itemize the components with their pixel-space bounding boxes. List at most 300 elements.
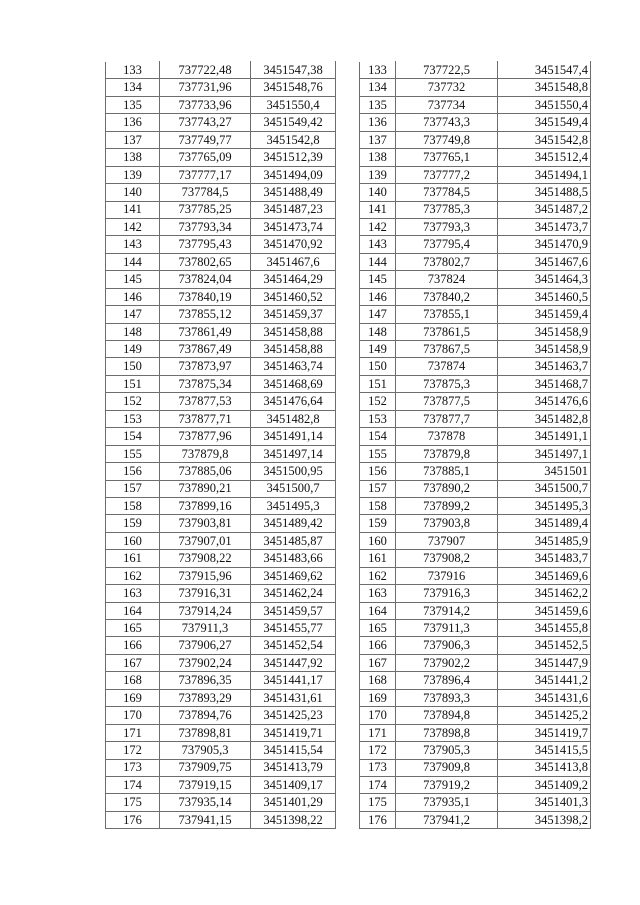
y-coordinate-cell: 3451470,92 xyxy=(251,236,336,253)
x-coordinate-cell: 737785,3 xyxy=(396,201,498,218)
y-coordinate-cell: 3451488,49 xyxy=(251,184,336,201)
x-coordinate-cell: 737878 xyxy=(396,428,498,445)
table-row xyxy=(106,759,336,776)
x-coordinate-cell: 737935,14 xyxy=(160,794,251,811)
y-coordinate-cell: 3451500,95 xyxy=(251,463,336,480)
y-coordinate-cell: 3451467,6 xyxy=(498,253,591,270)
x-coordinate-cell: 737899,16 xyxy=(160,497,251,514)
table-row xyxy=(360,550,591,567)
y-coordinate-cell: 3451458,9 xyxy=(498,341,591,358)
y-coordinate-cell: 3451491,1 xyxy=(498,428,591,445)
y-coordinate-cell: 3451460,52 xyxy=(251,288,336,305)
point-number-cell: 145 xyxy=(360,271,396,288)
point-number-cell: 165 xyxy=(106,620,160,637)
y-coordinate-cell: 3451487,23 xyxy=(251,201,336,218)
y-coordinate-cell: 3451447,92 xyxy=(251,654,336,671)
y-coordinate-cell: 3451547,38 xyxy=(251,62,336,79)
x-coordinate-cell: 737903,8 xyxy=(396,515,498,532)
x-coordinate-cell: 737893,3 xyxy=(396,689,498,706)
point-number-cell: 168 xyxy=(360,672,396,689)
y-coordinate-cell: 3451455,77 xyxy=(251,620,336,637)
point-number-cell: 133 xyxy=(360,62,396,79)
x-coordinate-cell: 737734 xyxy=(396,96,498,113)
y-coordinate-cell: 3451500,7 xyxy=(251,480,336,497)
x-coordinate-cell: 737902,24 xyxy=(160,654,251,671)
y-coordinate-cell: 3451464,3 xyxy=(498,271,591,288)
x-coordinate-cell: 737877,53 xyxy=(160,393,251,410)
x-coordinate-cell: 737902,2 xyxy=(396,654,498,671)
table-row xyxy=(360,393,591,410)
point-number-cell: 159 xyxy=(106,515,160,532)
y-coordinate-cell: 3451469,62 xyxy=(251,567,336,584)
x-coordinate-cell: 737873,97 xyxy=(160,358,251,375)
point-number-cell: 139 xyxy=(360,166,396,183)
x-coordinate-cell: 737916,31 xyxy=(160,585,251,602)
y-coordinate-cell: 3451485,87 xyxy=(251,532,336,549)
point-number-cell: 154 xyxy=(106,428,160,445)
point-number-cell: 146 xyxy=(360,288,396,305)
x-coordinate-cell: 737899,2 xyxy=(396,497,498,514)
table-row xyxy=(360,445,591,462)
x-coordinate-cell: 737765,09 xyxy=(160,149,251,166)
y-coordinate-cell: 3451494,09 xyxy=(251,166,336,183)
point-number-cell: 135 xyxy=(106,96,160,113)
table-row xyxy=(106,96,336,113)
table-row xyxy=(360,79,591,96)
y-coordinate-cell: 3451512,39 xyxy=(251,149,336,166)
point-number-cell: 151 xyxy=(106,375,160,392)
point-number-cell: 175 xyxy=(106,794,160,811)
coordinates-table-left xyxy=(105,61,336,829)
y-coordinate-cell: 3451495,3 xyxy=(251,497,336,514)
y-coordinate-cell: 3451550,4 xyxy=(498,96,591,113)
y-coordinate-cell: 3451401,3 xyxy=(498,794,591,811)
point-number-cell: 166 xyxy=(360,637,396,654)
y-coordinate-cell: 3451469,6 xyxy=(498,567,591,584)
y-coordinate-cell: 3451494,1 xyxy=(498,166,591,183)
x-coordinate-cell: 737731,96 xyxy=(160,79,251,96)
y-coordinate-cell: 3451467,6 xyxy=(251,253,336,270)
point-number-cell: 159 xyxy=(360,515,396,532)
table-row xyxy=(360,742,591,759)
table-row xyxy=(360,358,591,375)
table-row xyxy=(106,497,336,514)
point-number-cell: 138 xyxy=(106,149,160,166)
coordinates-table-left-body xyxy=(106,62,336,829)
y-coordinate-cell: 3451413,79 xyxy=(251,759,336,776)
point-number-cell: 157 xyxy=(106,480,160,497)
point-number-cell: 136 xyxy=(106,114,160,131)
table-row xyxy=(106,742,336,759)
y-coordinate-cell: 3451473,7 xyxy=(498,218,591,235)
y-coordinate-cell: 3451497,14 xyxy=(251,445,336,462)
y-coordinate-cell: 3451459,57 xyxy=(251,602,336,619)
table-row xyxy=(360,131,591,148)
point-number-cell: 143 xyxy=(360,236,396,253)
y-coordinate-cell: 3451452,54 xyxy=(251,637,336,654)
point-number-cell: 143 xyxy=(106,236,160,253)
x-coordinate-cell: 737733,96 xyxy=(160,96,251,113)
point-number-cell: 175 xyxy=(360,794,396,811)
x-coordinate-cell: 737749,8 xyxy=(396,131,498,148)
y-coordinate-cell: 3451415,5 xyxy=(498,742,591,759)
point-number-cell: 138 xyxy=(360,149,396,166)
x-coordinate-cell: 737914,2 xyxy=(396,602,498,619)
point-number-cell: 152 xyxy=(360,393,396,410)
y-coordinate-cell: 3451415,54 xyxy=(251,742,336,759)
x-coordinate-cell: 737903,81 xyxy=(160,515,251,532)
x-coordinate-cell: 737896,35 xyxy=(160,672,251,689)
table-row xyxy=(106,79,336,96)
x-coordinate-cell: 737916 xyxy=(396,567,498,584)
y-coordinate-cell: 3451512,4 xyxy=(498,149,591,166)
y-coordinate-cell: 3451548,8 xyxy=(498,79,591,96)
x-coordinate-cell: 737914,24 xyxy=(160,602,251,619)
table-row xyxy=(360,166,591,183)
y-coordinate-cell: 3451542,8 xyxy=(498,131,591,148)
point-number-cell: 152 xyxy=(106,393,160,410)
y-coordinate-cell: 3451549,42 xyxy=(251,114,336,131)
table-row xyxy=(360,96,591,113)
x-coordinate-cell: 737749,77 xyxy=(160,131,251,148)
point-number-cell: 169 xyxy=(360,689,396,706)
x-coordinate-cell: 737898,8 xyxy=(396,724,498,741)
table-row xyxy=(360,811,591,828)
table-row xyxy=(106,428,336,445)
table-row xyxy=(360,288,591,305)
x-coordinate-cell: 737855,12 xyxy=(160,306,251,323)
x-coordinate-cell: 737743,27 xyxy=(160,114,251,131)
point-number-cell: 151 xyxy=(360,375,396,392)
x-coordinate-cell: 737885,06 xyxy=(160,463,251,480)
point-number-cell: 142 xyxy=(360,218,396,235)
table-row xyxy=(360,707,591,724)
y-coordinate-cell: 3451497,1 xyxy=(498,445,591,462)
table-row xyxy=(360,114,591,131)
table-row xyxy=(360,306,591,323)
y-coordinate-cell: 3451550,4 xyxy=(251,96,336,113)
point-number-cell: 134 xyxy=(360,79,396,96)
x-coordinate-cell: 737784,5 xyxy=(160,184,251,201)
y-coordinate-cell: 3451483,66 xyxy=(251,550,336,567)
x-coordinate-cell: 737905,3 xyxy=(160,742,251,759)
point-number-cell: 154 xyxy=(360,428,396,445)
point-number-cell: 176 xyxy=(106,811,160,828)
point-number-cell: 173 xyxy=(360,759,396,776)
x-coordinate-cell: 737896,4 xyxy=(396,672,498,689)
point-number-cell: 155 xyxy=(360,445,396,462)
y-coordinate-cell: 3451431,6 xyxy=(498,689,591,706)
x-coordinate-cell: 737861,49 xyxy=(160,323,251,340)
point-number-cell: 170 xyxy=(106,707,160,724)
x-coordinate-cell: 737885,1 xyxy=(396,463,498,480)
table-row xyxy=(360,218,591,235)
point-number-cell: 174 xyxy=(360,776,396,793)
point-number-cell: 156 xyxy=(360,463,396,480)
table-row xyxy=(106,114,336,131)
x-coordinate-cell: 737875,3 xyxy=(396,375,498,392)
x-coordinate-cell: 737890,21 xyxy=(160,480,251,497)
point-number-cell: 160 xyxy=(106,532,160,549)
point-number-cell: 162 xyxy=(106,567,160,584)
table-row xyxy=(106,445,336,462)
y-coordinate-cell: 3451495,3 xyxy=(498,497,591,514)
x-coordinate-cell: 737840,19 xyxy=(160,288,251,305)
y-coordinate-cell: 3451491,14 xyxy=(251,428,336,445)
table-row xyxy=(360,654,591,671)
y-coordinate-cell: 3451464,29 xyxy=(251,271,336,288)
x-coordinate-cell: 737877,96 xyxy=(160,428,251,445)
table-row xyxy=(360,480,591,497)
point-number-cell: 165 xyxy=(360,620,396,637)
x-coordinate-cell: 737722,5 xyxy=(396,62,498,79)
point-number-cell: 173 xyxy=(106,759,160,776)
x-coordinate-cell: 737785,25 xyxy=(160,201,251,218)
x-coordinate-cell: 737784,5 xyxy=(396,184,498,201)
x-coordinate-cell: 737793,34 xyxy=(160,218,251,235)
table-row xyxy=(106,550,336,567)
point-number-cell: 172 xyxy=(360,742,396,759)
table-row xyxy=(106,166,336,183)
y-coordinate-cell: 3451470,9 xyxy=(498,236,591,253)
x-coordinate-cell: 737743,3 xyxy=(396,114,498,131)
x-coordinate-cell: 737941,2 xyxy=(396,811,498,828)
x-coordinate-cell: 737802,65 xyxy=(160,253,251,270)
point-number-cell: 146 xyxy=(106,288,160,305)
x-coordinate-cell: 737861,5 xyxy=(396,323,498,340)
y-coordinate-cell: 3451459,37 xyxy=(251,306,336,323)
table-row xyxy=(360,149,591,166)
y-coordinate-cell: 3451483,7 xyxy=(498,550,591,567)
table-row xyxy=(360,585,591,602)
table-row xyxy=(106,393,336,410)
point-number-cell: 140 xyxy=(106,184,160,201)
table-row xyxy=(106,271,336,288)
table-row xyxy=(360,532,591,549)
table-row xyxy=(106,306,336,323)
table-row xyxy=(360,759,591,776)
x-coordinate-cell: 737874 xyxy=(396,358,498,375)
y-coordinate-cell: 3451473,74 xyxy=(251,218,336,235)
point-number-cell: 172 xyxy=(106,742,160,759)
x-coordinate-cell: 737877,5 xyxy=(396,393,498,410)
x-coordinate-cell: 737909,75 xyxy=(160,759,251,776)
point-number-cell: 147 xyxy=(360,306,396,323)
table-row xyxy=(106,358,336,375)
y-coordinate-cell: 3451413,8 xyxy=(498,759,591,776)
x-coordinate-cell: 737879,8 xyxy=(160,445,251,462)
table-row xyxy=(360,602,591,619)
point-number-cell: 164 xyxy=(360,602,396,619)
x-coordinate-cell: 737907 xyxy=(396,532,498,549)
table-row xyxy=(360,497,591,514)
point-number-cell: 155 xyxy=(106,445,160,462)
point-number-cell: 140 xyxy=(360,184,396,201)
point-number-cell: 163 xyxy=(360,585,396,602)
table-row xyxy=(360,620,591,637)
y-coordinate-cell: 3451455,8 xyxy=(498,620,591,637)
table-row xyxy=(106,811,336,828)
point-number-cell: 167 xyxy=(360,654,396,671)
point-number-cell: 150 xyxy=(106,358,160,375)
y-coordinate-cell: 3451463,74 xyxy=(251,358,336,375)
table-row xyxy=(360,184,591,201)
y-coordinate-cell: 3451549,4 xyxy=(498,114,591,131)
x-coordinate-cell: 737732 xyxy=(396,79,498,96)
x-coordinate-cell: 737890,2 xyxy=(396,480,498,497)
table-row xyxy=(360,375,591,392)
point-number-cell: 150 xyxy=(360,358,396,375)
table-row xyxy=(360,794,591,811)
table-row xyxy=(106,672,336,689)
y-coordinate-cell: 3451547,4 xyxy=(498,62,591,79)
point-number-cell: 139 xyxy=(106,166,160,183)
x-coordinate-cell: 737893,29 xyxy=(160,689,251,706)
x-coordinate-cell: 737916,3 xyxy=(396,585,498,602)
table-row xyxy=(106,410,336,427)
table-row xyxy=(360,776,591,793)
point-number-cell: 142 xyxy=(106,218,160,235)
point-number-cell: 144 xyxy=(360,253,396,270)
point-number-cell: 136 xyxy=(360,114,396,131)
y-coordinate-cell: 3451489,4 xyxy=(498,515,591,532)
table-row xyxy=(106,288,336,305)
x-coordinate-cell: 737765,1 xyxy=(396,149,498,166)
x-coordinate-cell: 737911,3 xyxy=(160,620,251,637)
point-number-cell: 160 xyxy=(360,532,396,549)
x-coordinate-cell: 737906,3 xyxy=(396,637,498,654)
table-row xyxy=(106,637,336,654)
x-coordinate-cell: 737777,17 xyxy=(160,166,251,183)
table-row xyxy=(106,253,336,270)
x-coordinate-cell: 737793,3 xyxy=(396,218,498,235)
point-number-cell: 168 xyxy=(106,672,160,689)
x-coordinate-cell: 737824 xyxy=(396,271,498,288)
point-number-cell: 163 xyxy=(106,585,160,602)
point-number-cell: 145 xyxy=(106,271,160,288)
point-number-cell: 137 xyxy=(360,131,396,148)
coordinates-table-right-body xyxy=(360,62,591,829)
y-coordinate-cell: 3451459,6 xyxy=(498,602,591,619)
x-coordinate-cell: 737879,8 xyxy=(396,445,498,462)
table-row xyxy=(106,567,336,584)
table-row xyxy=(360,689,591,706)
y-coordinate-cell: 3451548,76 xyxy=(251,79,336,96)
point-number-cell: 164 xyxy=(106,602,160,619)
point-number-cell: 171 xyxy=(106,724,160,741)
table-row xyxy=(106,218,336,235)
y-coordinate-cell: 3451468,69 xyxy=(251,375,336,392)
x-coordinate-cell: 737877,71 xyxy=(160,410,251,427)
x-coordinate-cell: 737840,2 xyxy=(396,288,498,305)
point-number-cell: 167 xyxy=(106,654,160,671)
y-coordinate-cell: 3451462,24 xyxy=(251,585,336,602)
table-row xyxy=(106,323,336,340)
y-coordinate-cell: 3451425,2 xyxy=(498,707,591,724)
y-coordinate-cell: 3451398,2 xyxy=(498,811,591,828)
x-coordinate-cell: 737908,2 xyxy=(396,550,498,567)
y-coordinate-cell: 3451462,2 xyxy=(498,585,591,602)
table-row xyxy=(360,341,591,358)
y-coordinate-cell: 3451476,64 xyxy=(251,393,336,410)
x-coordinate-cell: 737855,1 xyxy=(396,306,498,323)
y-coordinate-cell: 3451447,9 xyxy=(498,654,591,671)
x-coordinate-cell: 737875,34 xyxy=(160,375,251,392)
point-number-cell: 157 xyxy=(360,480,396,497)
table-row xyxy=(106,707,336,724)
x-coordinate-cell: 737909,8 xyxy=(396,759,498,776)
point-number-cell: 144 xyxy=(106,253,160,270)
x-coordinate-cell: 737795,43 xyxy=(160,236,251,253)
point-number-cell: 148 xyxy=(106,323,160,340)
point-number-cell: 176 xyxy=(360,811,396,828)
table-row xyxy=(106,149,336,166)
table-row xyxy=(106,602,336,619)
x-coordinate-cell: 737935,1 xyxy=(396,794,498,811)
point-number-cell: 148 xyxy=(360,323,396,340)
table-row xyxy=(360,463,591,480)
y-coordinate-cell: 3451419,71 xyxy=(251,724,336,741)
table-row xyxy=(106,585,336,602)
x-coordinate-cell: 737867,49 xyxy=(160,341,251,358)
point-number-cell: 149 xyxy=(106,341,160,358)
x-coordinate-cell: 737941,15 xyxy=(160,811,251,828)
y-coordinate-cell: 3451460,5 xyxy=(498,288,591,305)
table-row xyxy=(106,620,336,637)
y-coordinate-cell: 3451458,88 xyxy=(251,341,336,358)
table-row xyxy=(106,480,336,497)
table-row xyxy=(106,654,336,671)
table-row xyxy=(360,253,591,270)
x-coordinate-cell: 737824,04 xyxy=(160,271,251,288)
y-coordinate-cell: 3451476,6 xyxy=(498,393,591,410)
y-coordinate-cell: 3451459,4 xyxy=(498,306,591,323)
y-coordinate-cell: 3451409,17 xyxy=(251,776,336,793)
table-row xyxy=(106,62,336,79)
x-coordinate-cell: 737908,22 xyxy=(160,550,251,567)
x-coordinate-cell: 737915,96 xyxy=(160,567,251,584)
y-coordinate-cell: 3451452,5 xyxy=(498,637,591,654)
point-number-cell: 137 xyxy=(106,131,160,148)
y-coordinate-cell: 3451487,2 xyxy=(498,201,591,218)
x-coordinate-cell: 737907,01 xyxy=(160,532,251,549)
table-row xyxy=(106,341,336,358)
y-coordinate-cell: 3451458,88 xyxy=(251,323,336,340)
table-row xyxy=(106,201,336,218)
table-row xyxy=(106,724,336,741)
y-coordinate-cell: 3451468,7 xyxy=(498,375,591,392)
y-coordinate-cell: 3451489,42 xyxy=(251,515,336,532)
point-number-cell: 162 xyxy=(360,567,396,584)
table-row xyxy=(360,428,591,445)
y-coordinate-cell: 3451431,61 xyxy=(251,689,336,706)
table-row xyxy=(106,689,336,706)
table-row xyxy=(360,236,591,253)
x-coordinate-cell: 737867,5 xyxy=(396,341,498,358)
point-number-cell: 147 xyxy=(106,306,160,323)
table-row xyxy=(106,463,336,480)
x-coordinate-cell: 737894,76 xyxy=(160,707,251,724)
table-row xyxy=(360,637,591,654)
table-row xyxy=(106,515,336,532)
table-row xyxy=(360,567,591,584)
y-coordinate-cell: 3451441,17 xyxy=(251,672,336,689)
table-row xyxy=(360,271,591,288)
table-row xyxy=(360,515,591,532)
table-row xyxy=(106,794,336,811)
y-coordinate-cell: 3451409,2 xyxy=(498,776,591,793)
y-coordinate-cell: 3451398,22 xyxy=(251,811,336,828)
